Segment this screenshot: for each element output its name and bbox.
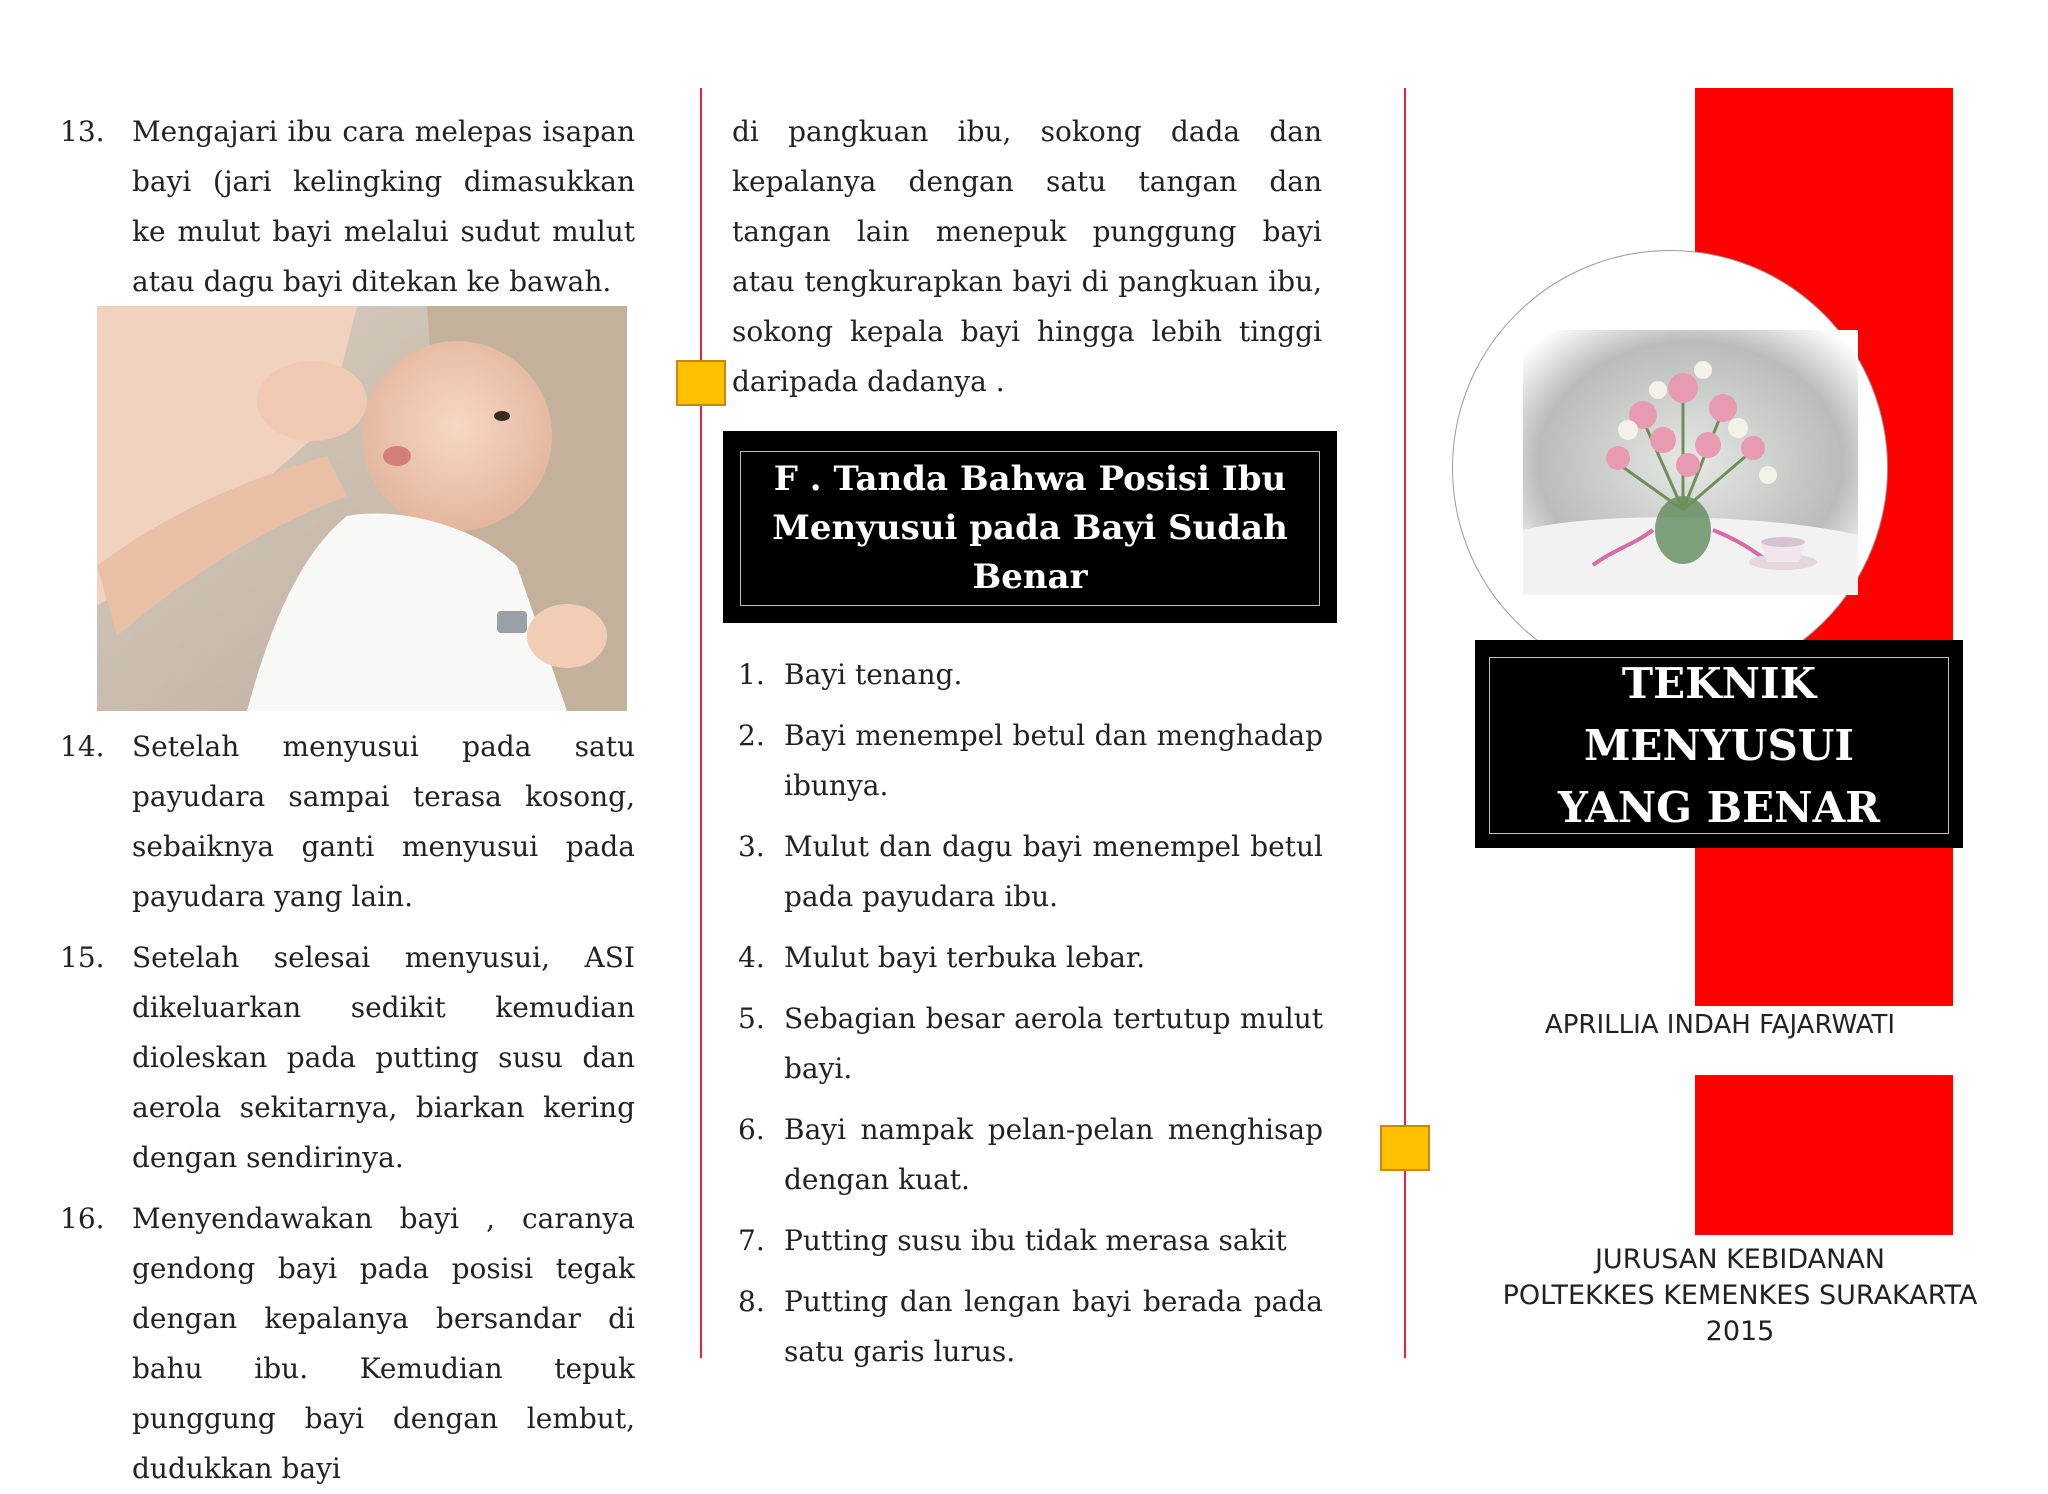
item-text: Setelah selesai menyusui, ASI dikeluarkan sedikit kemudian dioleskan pada putting susu dan aerola sekitarnya, biarkan kering dengan sendirinya.	[132, 941, 635, 1174]
item-number: 2.	[738, 719, 765, 752]
yellow-marker-left	[676, 360, 726, 406]
item-text: Putting dan lengan bayi berada pada satu garis lurus.	[784, 1285, 1323, 1368]
item-number: 5.	[738, 1002, 765, 1035]
item-number: 4.	[738, 941, 765, 974]
publication-year: 2015	[1705, 1316, 1775, 1347]
item-number: 13.	[60, 115, 105, 148]
steps-list-bottom	[60, 722, 635, 1494]
red-band-bottom	[1695, 1075, 1953, 1235]
cover-title-frame	[1489, 657, 1949, 834]
list-item	[738, 822, 1323, 922]
correct-position-signs-list	[738, 650, 1323, 1388]
list-item	[738, 1216, 1323, 1266]
item-number: 16.	[60, 1202, 105, 1235]
item-number: 1.	[738, 658, 765, 691]
list-item	[738, 711, 1323, 811]
item-number: 7.	[738, 1224, 765, 1257]
item-text: Bayi menempel betul dan menghadap ibunya.	[784, 719, 1323, 802]
institution-department: JURUSAN KEBIDANAN	[1594, 1244, 1886, 1275]
item-text: Putting susu ibu tidak merasa sakit	[784, 1224, 1287, 1257]
institution-name: POLTEKKES KEMENKES SURAKARTA	[1502, 1280, 1978, 1311]
section-heading: F . Tanda Bahwa Posisi Ibu Menyusui pada Bayi Sudah Benar	[772, 459, 1288, 597]
breastfeeding-photo	[97, 306, 627, 711]
list-item	[738, 933, 1323, 983]
cover-title-line-2: YANG BENAR	[1557, 782, 1881, 832]
list-item	[738, 994, 1323, 1094]
item-number: 14.	[60, 730, 105, 763]
item-text: Setelah menyusui pada satu payudara sampai terasa kosong, sebaiknya ganti menyusui pada payudara yang lain.	[132, 730, 635, 913]
item-text: Bayi nampak pelan-pelan menghisap dengan kuat.	[784, 1113, 1323, 1196]
item-text: Mengajari ibu cara melepas isapan bayi (jari kelingking dimasukkan ke mulut bayi melalui sudut mulut atau dagu bayi ditekan ke bawah.	[132, 115, 635, 298]
cover-title-line-1: TEKNIK MENYUSUI	[1583, 658, 1855, 770]
yellow-marker-right	[1380, 1125, 1430, 1171]
list-item	[60, 722, 635, 922]
list-item	[738, 1277, 1323, 1377]
item-number: 15.	[60, 941, 105, 974]
column-divider-left	[700, 88, 702, 1358]
list-item	[60, 933, 635, 1183]
list-item	[60, 1194, 635, 1494]
item-text: Bayi tenang.	[784, 658, 963, 691]
item-number: 8.	[738, 1285, 765, 1318]
section-heading-box	[723, 431, 1337, 623]
continuation-text: di pangkuan ibu, sokong dada dan kepalanya dengan satu tangan dan tangan lain menepuk punggung bayi atau tengkurapkan bayi di pangkuan ibu, sokong kepala bayi hingga lebih tinggi daripada dadanya .	[732, 115, 1322, 398]
section-heading-frame	[740, 451, 1320, 606]
item-text: Menyendawakan bayi , caranya gendong bayi pada posisi tegak dengan kepalanya bersandar di bahu ibu. Kemudian tepuk punggung bayi dengan lembut, dudukkan bayi	[132, 1202, 635, 1485]
cover-title-box	[1475, 640, 1963, 848]
list-item	[60, 107, 635, 307]
list-item	[738, 650, 1323, 700]
item-text: Mulut bayi terbuka lebar.	[784, 941, 1146, 974]
cover-title	[1490, 653, 1948, 839]
item-number: 3.	[738, 830, 765, 863]
institution-block	[1480, 1242, 2000, 1350]
breastfeeding-baby-photo-icon	[97, 306, 627, 711]
cover-image	[1523, 330, 1858, 595]
item-text: Mulut dan dagu bayi menempel betul pada payudara ibu.	[784, 830, 1323, 913]
item-number: 6.	[738, 1113, 765, 1146]
item-text: Sebagian besar aerola tertutup mulut bayi.	[784, 1002, 1323, 1085]
steps-list-top	[60, 107, 635, 307]
author-name: APRILLIA INDAH FAJARWATI	[1544, 1010, 1896, 1040]
list-item	[738, 1105, 1323, 1205]
flower-vase-teacup-icon	[1523, 330, 1858, 595]
